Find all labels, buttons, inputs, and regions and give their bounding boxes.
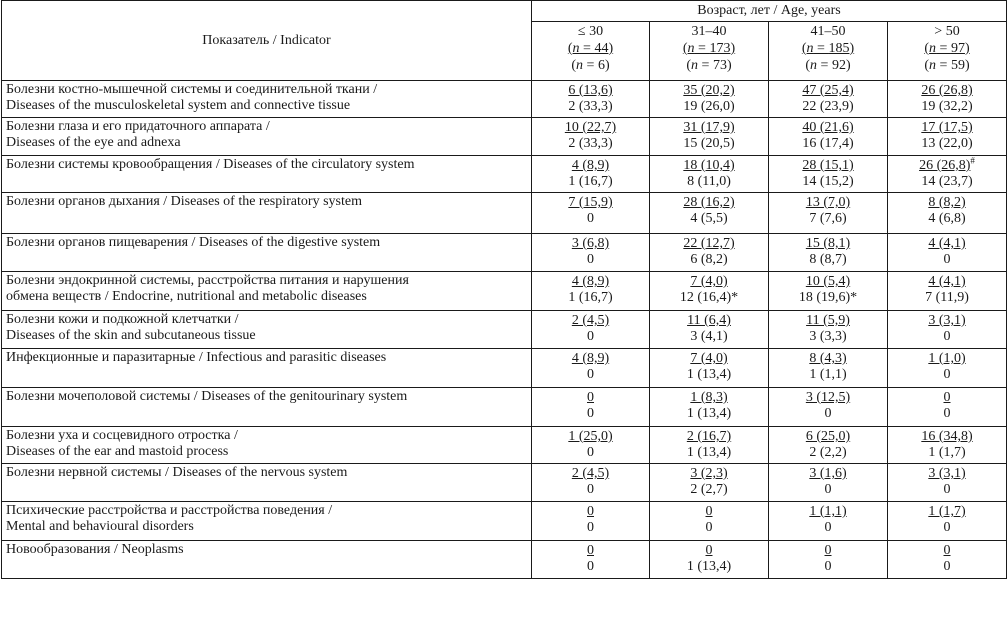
value-top <box>888 351 1006 367</box>
value-top <box>650 466 768 482</box>
n-value: 97 <box>950 41 965 56</box>
value-top-text: 3 (12,5) <box>805 390 851 405</box>
value-bottom: 0 <box>587 445 594 460</box>
value-cell <box>650 388 769 427</box>
value-top-text: 10 (5,4) <box>805 274 851 289</box>
indicator-cell <box>2 464 532 502</box>
value-cell <box>650 427 769 464</box>
value-top <box>888 313 1006 329</box>
indicator-line-1: Болезни кожи и подкожной клетчатки / <box>6 312 239 327</box>
value-bottom: 2 (33,3) <box>568 99 613 114</box>
value-top-text: 0 <box>587 543 594 558</box>
value-cell <box>532 234 650 272</box>
value-top-text: 0 <box>943 543 951 558</box>
value-top-text: 40 (21,6) <box>802 120 854 135</box>
value-bottom: 0 <box>943 367 951 382</box>
value-bottom: 0 <box>943 520 951 535</box>
value-bottom: 15 (20,5) <box>683 136 735 151</box>
n-label: n <box>687 41 695 56</box>
value-bottom: 12 (16,4)* <box>679 290 739 305</box>
table-row <box>2 464 1007 502</box>
value-cell <box>532 118 650 156</box>
value-cell <box>888 311 1007 349</box>
value-bottom: 0 <box>705 520 713 535</box>
eq-sign: = <box>694 41 710 56</box>
age-n-sub: (n = 59) <box>924 58 970 73</box>
value-top-text: 7 (4,0) <box>690 351 728 366</box>
value-bottom: 0 <box>824 520 832 535</box>
n-value: 6 <box>597 58 605 73</box>
value-top-text: 2 (16,7) <box>686 429 732 444</box>
eq-sign: = <box>698 58 713 73</box>
value-top <box>888 236 1006 252</box>
n-label: n <box>806 41 814 56</box>
value-cell <box>650 272 769 311</box>
value-top <box>650 120 768 136</box>
n-label: n <box>810 58 818 73</box>
value-top <box>532 120 649 136</box>
value-top <box>888 390 1006 406</box>
value-top <box>769 236 887 252</box>
value-cell <box>888 272 1007 311</box>
value-bottom: 1 (16,7) <box>568 174 613 189</box>
value-bottom: 22 (23,9) <box>802 99 854 114</box>
value-cell <box>888 349 1007 388</box>
age-n-total: (n = 97) <box>924 41 970 56</box>
value-cell <box>532 502 650 541</box>
value-top <box>888 120 1006 136</box>
table-row <box>2 349 1007 388</box>
indicator-line-1: Психические расстройства и расстройства поведения / <box>6 503 333 518</box>
indicator-line-2: Diseases of the musculoskeletal system and connective tissue <box>6 98 351 113</box>
value-bottom: 0 <box>587 367 594 382</box>
indicator-cell <box>2 311 532 349</box>
value-bottom: 4 (6,8) <box>928 211 966 226</box>
value-top <box>650 236 768 252</box>
value-top <box>888 504 1006 520</box>
value-bottom: 0 <box>587 329 594 344</box>
indicator-line-1: Болезни органов пищеварения / Diseases of the digestive system <box>6 235 381 250</box>
value-top-text: 10 (22,7) <box>564 120 617 135</box>
age-group-3 <box>888 22 1007 81</box>
age-range: > 50 <box>934 24 960 39</box>
indicator-line-2: Diseases of the skin and subcutaneous tissue <box>6 328 256 343</box>
indicator-line-1: Болезни глаза и его придаточного аппарата / <box>6 119 270 134</box>
value-bottom: 1 (13,4) <box>686 367 732 382</box>
value-top-text: 0 <box>943 390 951 405</box>
value-bottom: 0 <box>943 329 951 344</box>
value-top-text: 3 (1,6) <box>809 466 847 481</box>
value-cell <box>532 541 650 579</box>
value-bottom: 14 (15,2) <box>802 174 854 189</box>
value-top <box>888 466 1006 482</box>
table-row <box>2 541 1007 579</box>
indicator-line-1: Болезни уха и сосцевидного отростка / <box>6 428 238 443</box>
value-top <box>650 504 768 520</box>
value-top <box>888 195 1006 211</box>
value-cell <box>769 193 888 234</box>
value-top-text: 3 (3,1) <box>928 466 966 481</box>
value-top <box>650 313 768 329</box>
value-cell <box>888 502 1007 541</box>
value-top <box>532 195 649 211</box>
value-top <box>769 390 887 406</box>
indicator-cell <box>2 502 532 541</box>
value-top-text: 18 (10,4) <box>683 158 735 173</box>
value-top-text: 1 (1,7) <box>928 504 966 519</box>
value-top-text: 2 (4,5) <box>571 313 610 328</box>
age-group-0 <box>532 22 650 81</box>
age-n-total: (n = 44) <box>567 41 614 56</box>
value-top-text: 0 <box>705 504 713 519</box>
value-top-text: 1 (1,1) <box>809 504 847 519</box>
value-top <box>532 313 649 329</box>
value-top-text: 26 (26,8) <box>921 83 973 98</box>
value-cell <box>650 464 769 502</box>
value-cell <box>888 234 1007 272</box>
value-top <box>532 390 649 406</box>
value-cell <box>532 349 650 388</box>
age-n-sub: (n = 6) <box>571 58 610 73</box>
value-cell <box>769 118 888 156</box>
age-n-total: (n = 185) <box>801 41 855 56</box>
value-cell <box>769 156 888 193</box>
value-top-text: 16 (34,8) <box>921 429 973 444</box>
value-bottom: 6 (8,2) <box>690 252 728 267</box>
value-cell <box>769 81 888 118</box>
eq-sign: = <box>583 58 598 73</box>
indicator-line-2: Diseases of the eye and adnexa <box>6 135 181 150</box>
value-top <box>650 543 768 559</box>
value-bottom: 2 (33,3) <box>568 136 613 151</box>
table-row <box>2 311 1007 349</box>
value-bottom: 1 (13,4) <box>686 406 732 421</box>
indicator-line-1: Новообразования / Neoplasms <box>6 542 184 557</box>
value-top-text: 31 (17,9) <box>683 120 735 135</box>
value-bottom: 0 <box>587 482 594 497</box>
indicator-line-1: Болезни костно-мышечной системы и соединительной ткани / <box>6 82 378 97</box>
value-bottom: 14 (23,7) <box>921 174 973 189</box>
indicator-cell <box>2 118 532 156</box>
value-cell <box>650 541 769 579</box>
value-top <box>769 313 887 329</box>
indicator-line-1: Болезни мочеполовой системы / Diseases of the genitourinary system <box>6 389 408 404</box>
value-top-text: 6 (13,6) <box>568 83 613 98</box>
eq-sign: = <box>817 58 832 73</box>
indicator-line-2: обмена веществ / Endocrine, nutritional and metabolic diseases <box>6 289 367 304</box>
value-top-text: 26 (26,8) <box>919 158 971 173</box>
value-bottom: 19 (26,0) <box>683 99 735 114</box>
value-cell <box>650 193 769 234</box>
value-bottom: 2 (2,7) <box>690 482 728 497</box>
value-top-text: 3 (6,8) <box>571 236 610 251</box>
eq-sign: = <box>936 41 951 56</box>
value-bottom: 8 (8,7) <box>809 252 847 267</box>
value-cell <box>888 156 1007 193</box>
age-range: ≤ 30 <box>577 24 604 39</box>
value-top <box>532 236 649 252</box>
n-value: 44 <box>594 41 609 56</box>
value-bottom: 0 <box>824 559 832 574</box>
n-label: n <box>929 58 937 73</box>
value-cell <box>650 311 769 349</box>
value-bottom: 0 <box>943 559 951 574</box>
indicator-cell <box>2 234 532 272</box>
value-top-text: 4 (8,9) <box>571 351 610 366</box>
value-top <box>532 158 649 174</box>
age-group-header: Возраст, лет / Age, years <box>532 1 1007 22</box>
age-range: 41–50 <box>810 24 846 39</box>
indicator-cell <box>2 81 532 118</box>
indicator-cell <box>2 349 532 388</box>
value-top-text: 1 (1,0) <box>928 351 966 366</box>
indicator-cell <box>2 156 532 193</box>
value-cell <box>888 388 1007 427</box>
value-cell <box>650 349 769 388</box>
value-bottom: 0 <box>824 406 832 421</box>
table-row <box>2 156 1007 193</box>
value-top <box>769 429 887 445</box>
table-row <box>2 272 1007 311</box>
indicator-line-1: Болезни органов дыхания / Diseases of the respiratory system <box>6 194 362 209</box>
value-cell <box>769 349 888 388</box>
age-n-sub: (n = 73) <box>686 58 732 73</box>
value-top-text: 4 (4,1) <box>928 274 966 289</box>
value-top <box>532 543 649 559</box>
value-top <box>769 543 887 559</box>
value-bottom: 13 (22,0) <box>921 136 973 151</box>
value-cell <box>769 388 888 427</box>
value-top <box>650 351 768 367</box>
value-top <box>769 504 887 520</box>
disease-by-age-table <box>1 0 1007 579</box>
age-range: 31–40 <box>691 24 727 39</box>
value-top-text: 3 (2,3) <box>690 466 728 481</box>
value-cell <box>769 427 888 464</box>
value-top-text: 35 (20,2) <box>683 83 735 98</box>
indicator-header: Показатель / Indicator <box>2 1 532 81</box>
value-cell <box>650 156 769 193</box>
value-bottom: 2 (2,2) <box>809 445 847 460</box>
value-top <box>888 429 1006 445</box>
value-top-text: 4 (8,9) <box>571 158 610 173</box>
indicator-line-2: Diseases of the ear and mastoid process <box>6 444 229 459</box>
value-bottom: 1 (16,7) <box>568 290 613 305</box>
n-label: n <box>572 41 580 56</box>
value-top <box>769 351 887 367</box>
value-top <box>650 83 768 99</box>
value-top <box>650 429 768 445</box>
value-bottom: 1 (1,7) <box>928 445 966 460</box>
value-bottom: 8 (11,0) <box>687 174 731 189</box>
value-cell <box>769 234 888 272</box>
value-top <box>769 466 887 482</box>
value-cell <box>650 234 769 272</box>
value-cell <box>888 464 1007 502</box>
value-top <box>650 390 768 406</box>
indicator-cell <box>2 427 532 464</box>
value-cell <box>769 502 888 541</box>
table-row <box>2 427 1007 464</box>
value-top-text: 11 (6,4) <box>687 313 731 328</box>
value-top-text: 1 (25,0) <box>568 429 613 444</box>
value-top <box>650 158 768 174</box>
value-top-text: 4 (8,9) <box>571 274 610 289</box>
value-bottom: 0 <box>587 252 594 267</box>
indicator-line-1: Болезни нервной системы / Diseases of the nervous system <box>6 465 348 480</box>
indicator-line-2: Mental and behavioural disorders <box>6 519 194 534</box>
value-top-text: 13 (7,0) <box>805 195 851 210</box>
value-top <box>532 351 649 367</box>
value-cell <box>650 118 769 156</box>
value-bottom: 0 <box>587 211 594 226</box>
value-top <box>650 274 768 290</box>
n-value: 185 <box>828 41 850 56</box>
value-cell <box>888 193 1007 234</box>
value-top-text: 8 (4,3) <box>809 351 847 366</box>
value-top-text: 1 (8,3) <box>690 390 728 405</box>
table-row <box>2 81 1007 118</box>
age-n-sub: (n = 92) <box>805 58 851 73</box>
value-bottom: 4 (5,5) <box>690 211 728 226</box>
value-cell <box>888 541 1007 579</box>
indicator-cell <box>2 272 532 311</box>
n-label: n <box>929 41 937 56</box>
table-row <box>2 118 1007 156</box>
value-top <box>532 504 649 520</box>
value-top <box>532 429 649 445</box>
value-cell <box>769 272 888 311</box>
value-top <box>532 466 649 482</box>
value-top-text: 7 (4,0) <box>690 274 728 289</box>
value-top-text: 7 (15,9) <box>568 195 613 210</box>
value-bottom: 0 <box>943 482 951 497</box>
value-top <box>888 83 1006 99</box>
age-n-total: (n = 173) <box>682 41 736 56</box>
table-row <box>2 502 1007 541</box>
value-bottom: 0 <box>824 482 832 497</box>
indicator-cell <box>2 541 532 579</box>
value-top-text: 47 (25,4) <box>802 83 854 98</box>
indicator-line-1: Инфекционные и паразитарные / Infectious and parasitic diseases <box>6 350 387 365</box>
value-cell <box>532 427 650 464</box>
value-cell <box>532 156 650 193</box>
value-bottom: 0 <box>943 406 951 421</box>
value-top-text: 15 (8,1) <box>805 236 851 251</box>
value-top <box>769 195 887 211</box>
value-top-text: 4 (4,1) <box>928 236 966 251</box>
eq-sign: = <box>936 58 951 73</box>
value-top <box>888 543 1006 559</box>
value-top <box>532 274 649 290</box>
value-bottom: 0 <box>587 559 594 574</box>
n-label: n <box>691 58 699 73</box>
value-bottom: 0 <box>943 252 951 267</box>
value-cell <box>532 193 650 234</box>
value-top <box>532 83 649 99</box>
value-cell <box>888 81 1007 118</box>
value-bottom: 7 (11,9) <box>925 290 969 305</box>
indicator-line-1: Болезни системы кровообращения / Diseases of the circulatory system <box>6 157 415 172</box>
value-top-text: 0 <box>587 504 594 519</box>
table-row <box>2 388 1007 427</box>
table-row <box>2 234 1007 272</box>
value-top-text: 6 (25,0) <box>805 429 851 444</box>
value-cell <box>888 118 1007 156</box>
value-bottom: 3 (3,3) <box>809 329 847 344</box>
indicator-cell <box>2 193 532 234</box>
value-top-text: 28 (16,2) <box>683 195 735 210</box>
n-value: 92 <box>831 58 846 73</box>
n-value: 173 <box>709 41 731 56</box>
value-cell <box>650 81 769 118</box>
value-bottom: 16 (17,4) <box>802 136 854 151</box>
value-cell <box>532 272 650 311</box>
value-bottom: 19 (32,2) <box>921 99 973 114</box>
value-top <box>888 274 1006 290</box>
value-cell <box>532 464 650 502</box>
value-bottom: 1 (1,1) <box>809 367 847 382</box>
value-bottom: 18 (19,6)* <box>798 290 858 305</box>
indicator-line-1: Болезни эндокринной системы, расстройства питания и нарушения <box>6 273 409 288</box>
n-label: n <box>576 58 584 73</box>
value-bottom: 3 (4,1) <box>690 329 728 344</box>
value-top-text: 0 <box>705 543 713 558</box>
value-top-text: 2 (4,5) <box>571 466 610 481</box>
value-top-text: 11 (5,9) <box>806 313 850 328</box>
value-top <box>769 120 887 136</box>
value-top <box>888 155 1006 174</box>
value-bottom: 1 (13,4) <box>686 559 732 574</box>
value-top-text: 28 (15,1) <box>802 158 854 173</box>
significance-mark: # <box>970 155 975 166</box>
value-top-text: 22 (12,7) <box>683 236 735 251</box>
table-row <box>2 193 1007 234</box>
value-bottom: 0 <box>587 520 594 535</box>
value-cell <box>769 311 888 349</box>
value-cell <box>532 388 650 427</box>
value-top-text: 3 (3,1) <box>928 313 966 328</box>
value-bottom: 1 (13,4) <box>686 445 732 460</box>
indicator-cell <box>2 388 532 427</box>
value-top-text: 8 (8,2) <box>928 195 966 210</box>
value-top <box>650 195 768 211</box>
eq-sign: = <box>813 41 829 56</box>
value-top-text: 0 <box>587 390 594 405</box>
age-group-1 <box>650 22 769 81</box>
value-cell <box>532 311 650 349</box>
value-cell <box>769 541 888 579</box>
value-top <box>769 83 887 99</box>
value-cell <box>888 427 1007 464</box>
value-cell <box>769 464 888 502</box>
value-top-text: 17 (17,5) <box>921 120 973 135</box>
value-bottom: 7 (7,6) <box>809 211 847 226</box>
value-top-text: 0 <box>824 543 832 558</box>
value-top <box>769 274 887 290</box>
age-group-2 <box>769 22 888 81</box>
value-bottom: 0 <box>587 406 594 421</box>
n-value: 59 <box>950 58 965 73</box>
eq-sign: = <box>579 41 595 56</box>
n-value: 73 <box>712 58 727 73</box>
value-cell <box>650 502 769 541</box>
value-top <box>769 158 887 174</box>
value-cell <box>532 81 650 118</box>
